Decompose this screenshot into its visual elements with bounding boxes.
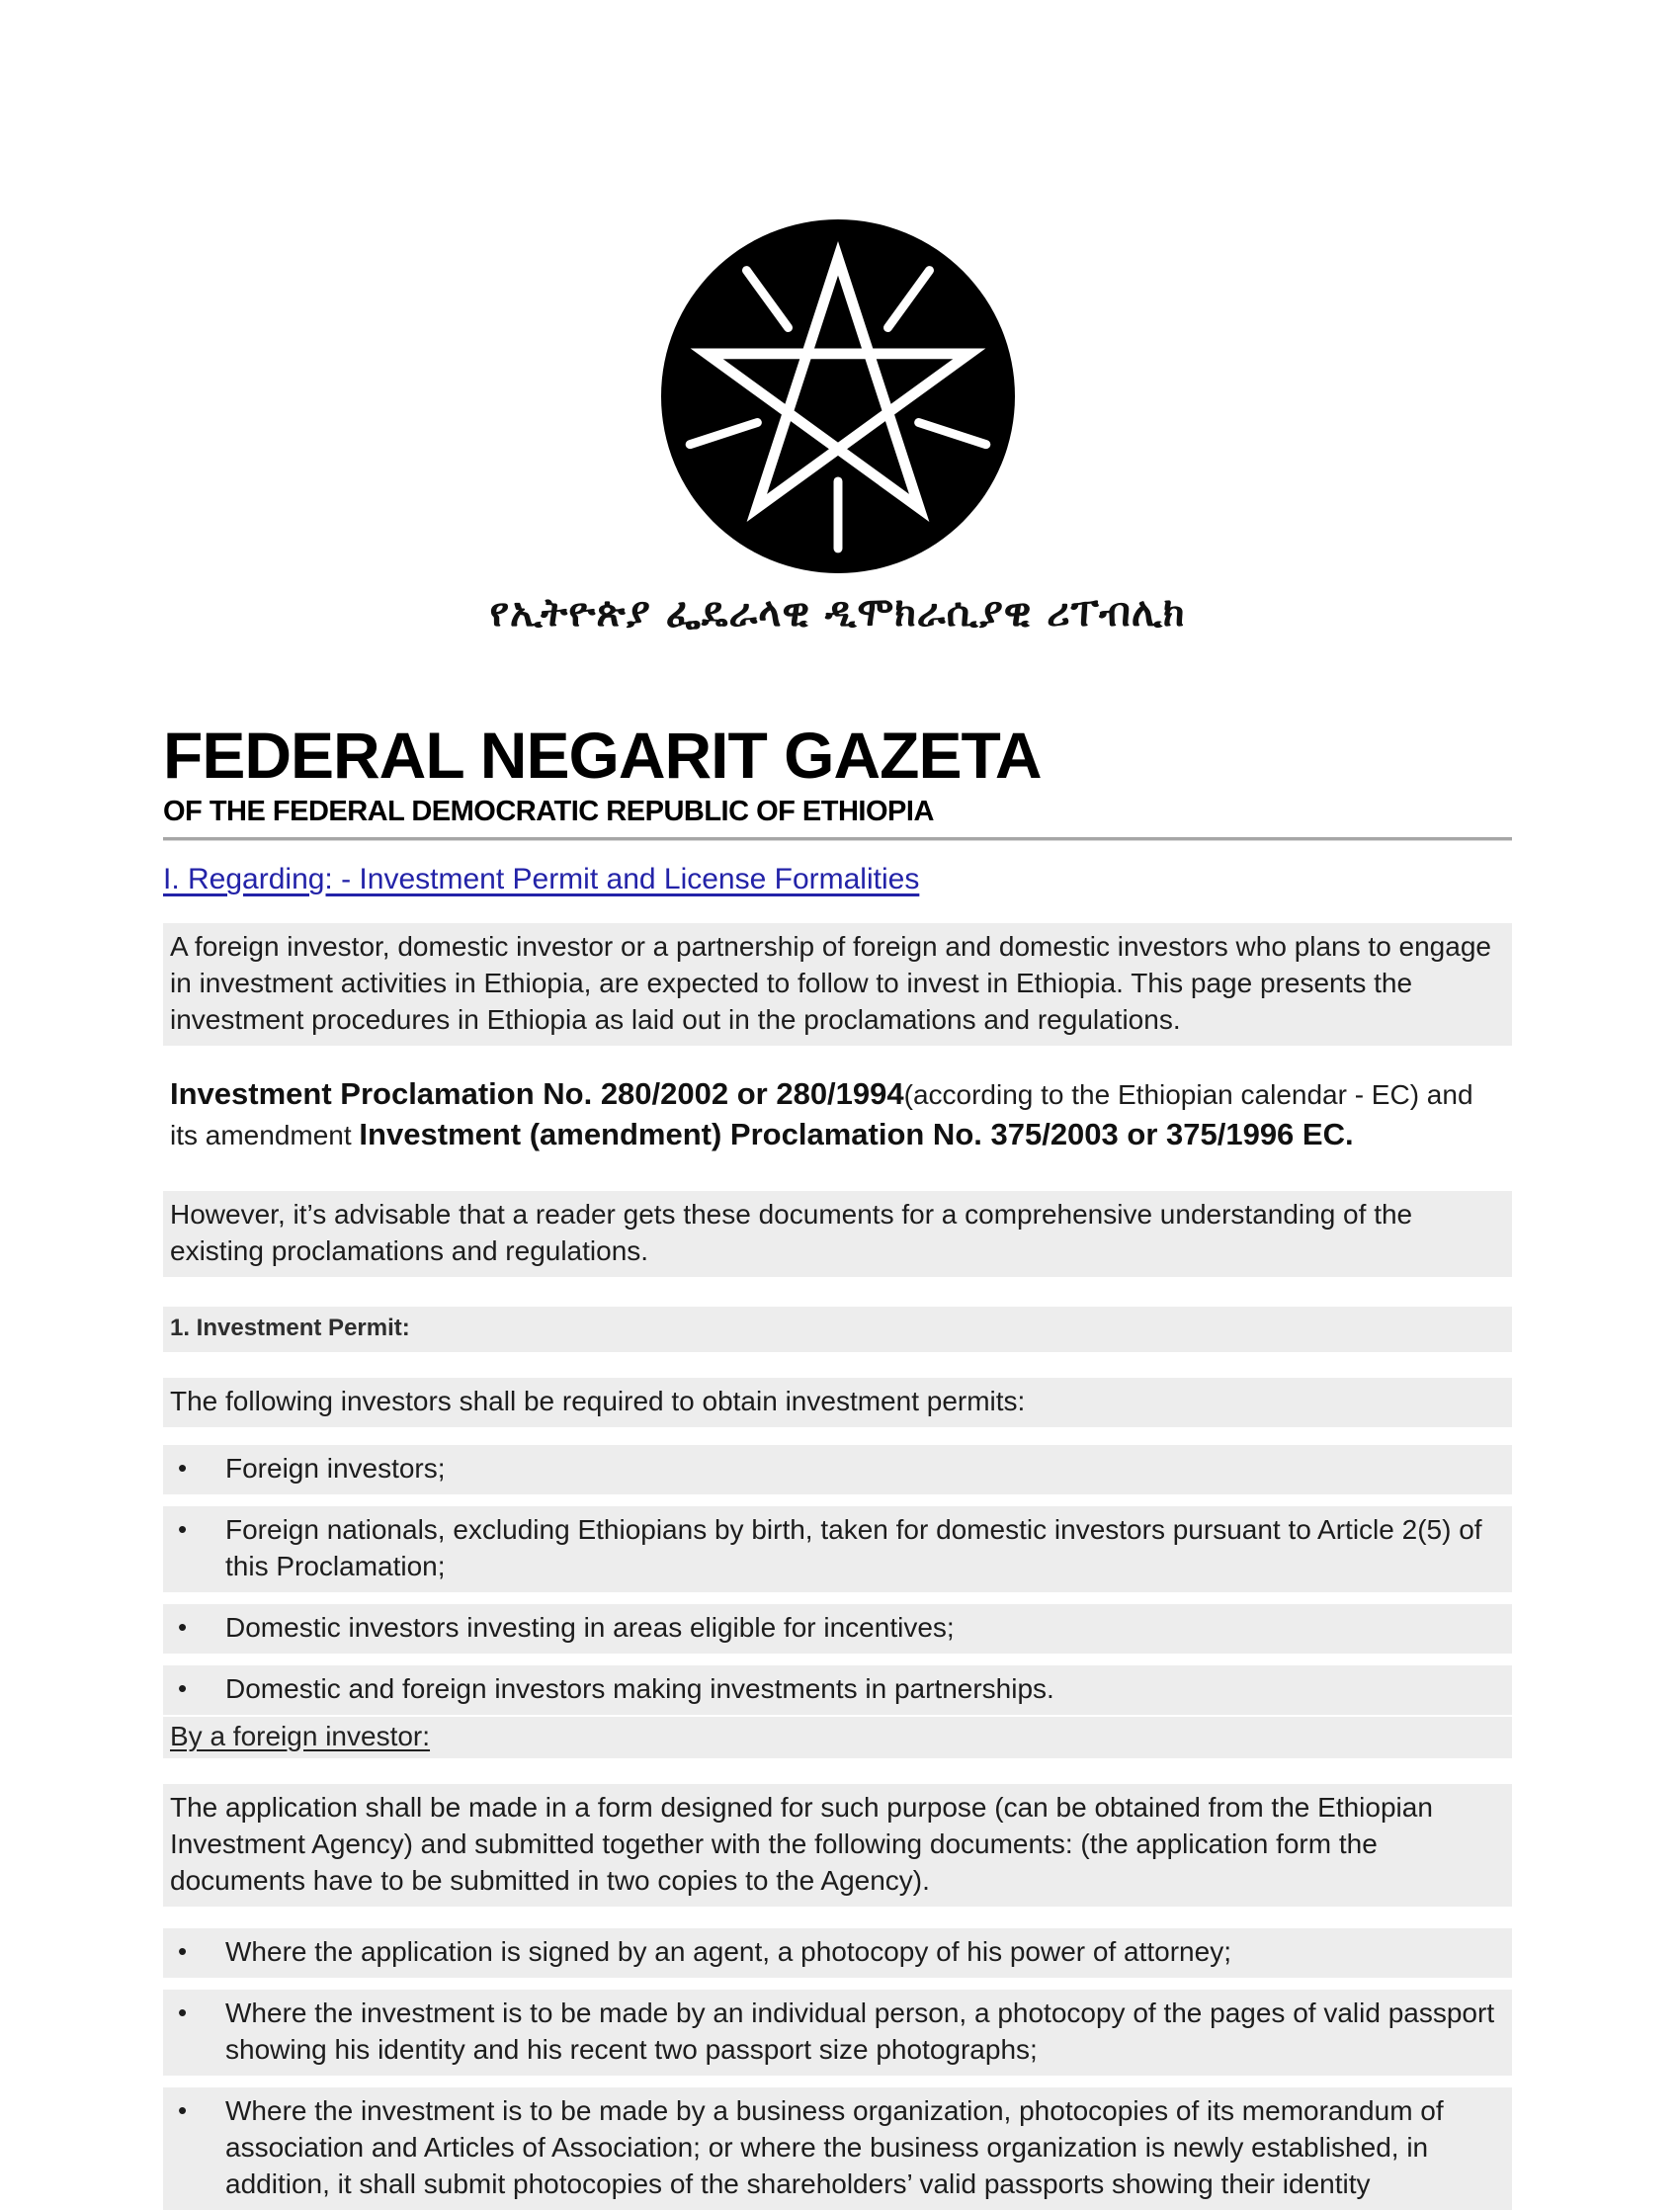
list-item [163,2087,1512,2210]
page-title: FEDERAL NEGARIT GAZETA [163,719,1042,792]
amharic-republic-line: የኢትዮጵያ ፌዴራላዊ ዲሞክራሲያዊ ሪፐብሊክ [489,590,1186,636]
list-item-text: Foreign investors; [225,1453,446,1484]
advice-paragraph: However, it’s advisable that a reader gets these documents for a comprehensive understanding of the existing proclamations and regulations. [163,1191,1512,1277]
list-item [163,1990,1512,2076]
list-item [163,1928,1512,1978]
masthead [163,0,1512,636]
proclamation-normal-1: (according to the Ethiopian calendar - EC) and its amendment [170,1079,1473,1150]
list-item-text: Where the application is signed by an agent, a photocopy of his power of attorney; [225,1936,1231,1967]
proclamation-bold-1: Investment Proclamation No. 280/2002 or 280/1994 [170,1076,904,1111]
list-item [163,1506,1512,1592]
masthead-divider [163,837,1512,840]
list-item-text: Foreign nationals, excluding Ethiopians by birth, taken for domestic investors pursuant to Article 2(5) of this Proclamation; [225,1514,1482,1581]
bullet-icon: • [178,1998,188,2027]
section-heading-link[interactable]: I. Regarding: - Investment Permit and License Formalities [163,863,920,895]
ethiopian-star-emblem-icon [661,219,1015,573]
list-item [163,1665,1512,1715]
bullet-icon: • [178,1453,188,1483]
proclamation-bold-2: Investment (amendment) Proclamation No. 375/2003 or 375/1996 EC. [359,1117,1354,1151]
proclamation-paragraph [163,1069,1512,1163]
permit-intro-line: The following investors shall be required to obtain investment permits: [163,1378,1512,1427]
list-item [163,1604,1512,1654]
list-item-text: Where the investment is to be made by a business organization, photocopies of its memorandum of association and Articles of Association; or where the business organization is newly established, in addition, it shall submit photocopies of the shareholders’ valid passports showing their identity [225,2095,1444,2199]
application-bullet-list [163,1928,1512,2210]
bullet-icon: • [178,2095,188,2125]
title-block [163,719,1512,840]
page-subtitle: OF THE FEDERAL DEMOCRATIC REPUBLIC OF ETHIOPIA [163,796,934,827]
bullet-icon: • [178,1612,188,1642]
application-paragraph: The application shall be made in a form designed for such purpose (can be obtained from the Ethiopian Investment Agency) and submitted together with the following documents: (the application form the documents have to be submitted in two copies to the Agency). [163,1784,1512,1907]
list-item [163,1445,1512,1494]
bullet-icon: • [178,1514,188,1544]
list-item-text: Domestic and foreign investors making investments in partnerships. [225,1673,1054,1704]
intro-paragraph: A foreign investor, domestic investor or a partnership of foreign and domestic investors who plans to engage in investment activities in Ethiopia, are expected to follow to invest in Ethiopia. This page presents the investment procedures in Ethiopia as laid out in the proclamations and regulations. [163,923,1512,1046]
permit-bullet-list [163,1445,1512,1715]
bullet-icon: • [178,1936,188,1966]
bullet-icon: • [178,1673,188,1703]
list-item-text: Where the investment is to be made by an individual person, a photocopy of the pages of valid passport showing his identity and his recent two passport size photographs; [225,1998,1495,2065]
permit-section-heading: 1. Investment Permit: [163,1307,1512,1352]
foreign-investor-label: By a foreign investor: [163,1717,1512,1758]
list-item-text: Domestic investors investing in areas eligible for incentives; [225,1612,955,1643]
